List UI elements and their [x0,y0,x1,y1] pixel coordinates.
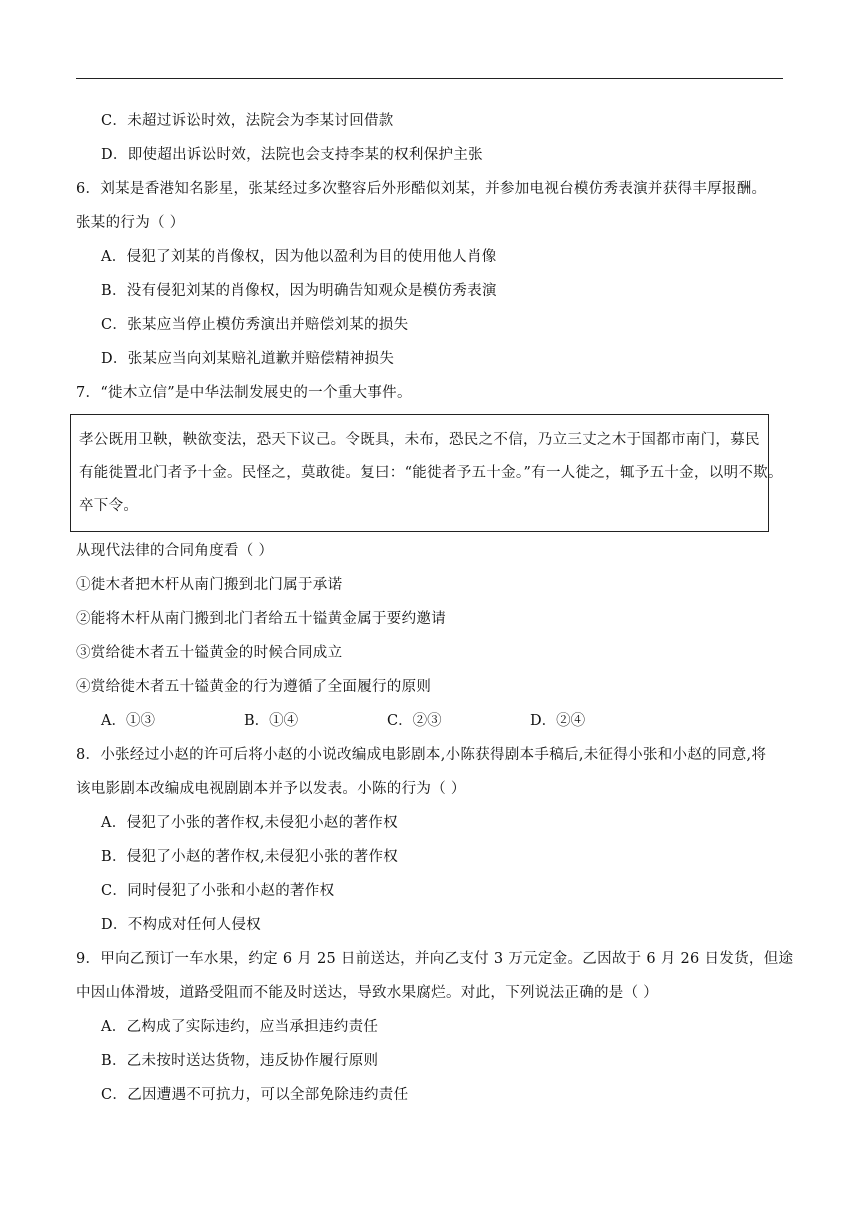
q7-statement-4: ④赏给徙木者五十镒黄金的行为遵循了全面履行的原则 [76,679,432,695]
q7-ask: 从现代法律的合同角度看（ ） [76,543,274,559]
q5-option-d: D．即使超出诉讼时效，法院也会支持李某的权利保护主张 [101,147,483,163]
q7-option-a: A．①③ [101,713,155,729]
q6-option-c: C．张某应当停止模仿秀演出并赔偿刘某的损失 [101,317,409,333]
q6-option-b: B．没有侵犯刘某的肖像权，因为明确告知观众是模仿秀表演 [101,283,497,299]
q7-option-d: D．②④ [530,713,586,729]
q8-option-b: B．侵犯了小赵的著作权,未侵犯小张的著作权 [101,849,399,865]
q6-stem-line2: 张某的行为（ ） [76,215,185,231]
q8-option-a: A．侵犯了小张的著作权,未侵犯小赵的著作权 [101,815,398,831]
q6-option-d: D．张某应当向刘某赔礼道歉并赔偿精神损失 [101,351,395,367]
q9-option-b: B．乙未按时送达货物，违反协作履行原则 [101,1053,379,1069]
q7-option-c: C．②③ [387,713,442,729]
q9-option-a: A．乙构成了实际违约，应当承担违约责任 [101,1019,379,1035]
q7-quote-line3: 卒下令。 [79,498,139,514]
q9-stem-line2: 中因山体滑坡，道路受阻而不能及时送达，导致水果腐烂。对此，下列说法正确的是（ ） [76,985,659,1001]
q9-option-c: C．乙因遭遇不可抗力，可以全部免除违约责任 [101,1087,409,1103]
document-body [76,104,794,1112]
q7-quote-box [70,414,783,532]
q7-quote-line2: 有能徙置北门者予十金。民怪之，莫敢徙。复曰：“能徙者予五十金。”有一人徙之，辄予五十金，以明不欺。 [79,465,783,481]
q9-stem-line1: 9．甲向乙预订一车水果，约定 6 月 25 日前送达，并向乙支付 3 万元定金。乙因故于 6 月 26 日发货，但途 [76,951,794,967]
q7-statement-1: ①徙木者把木杆从南门搬到北门属于承诺 [76,577,343,593]
q8-option-c: C．同时侵犯了小张和小赵的著作权 [101,883,335,899]
q8-option-d: D．不构成对任何人侵权 [101,917,261,933]
q5-option-c: C．未超过诉讼时效，法院会为李某讨回借款 [101,113,394,129]
q6-option-a: A．侵犯了刘某的肖像权，因为他以盈利为目的使用他人肖像 [101,249,497,265]
q7-quote-line1: 孝公既用卫鞅，鞅欲变法，恐天下议己。令既具，未布，恐民之不信，乃立三丈之木于国都市南门，募民 [79,432,760,448]
q7-statement-3: ③赏给徙木者五十镒黄金的时候合同成立 [76,645,343,661]
q6-stem-line1: 6．刘某是香港知名影星，张某经过多次整容后外形酷似刘某，并参加电视台模仿秀表演并获得丰厚报酬。 [76,181,767,197]
q7-choices [76,704,786,738]
q8-stem-line2: 该电影剧本改编成电视剧剧本并予以发表。小陈的行为（ ） [76,781,466,797]
q7-statement-2: ②能将木杆从南门搬到北门者给五十镒黄金属于要约邀请 [76,611,446,627]
q7-option-b: B．①④ [244,713,299,729]
q7-stem: 7．“徙木立信”是中华法制发展史的一个重大事件。 [76,385,412,401]
header-rule [76,78,783,79]
q8-stem-line1: 8．小张经过小赵的许可后将小赵的小说改编成电影剧本,小陈获得剧本手稿后,未征得小张和小赵的同意,将 [76,747,767,763]
